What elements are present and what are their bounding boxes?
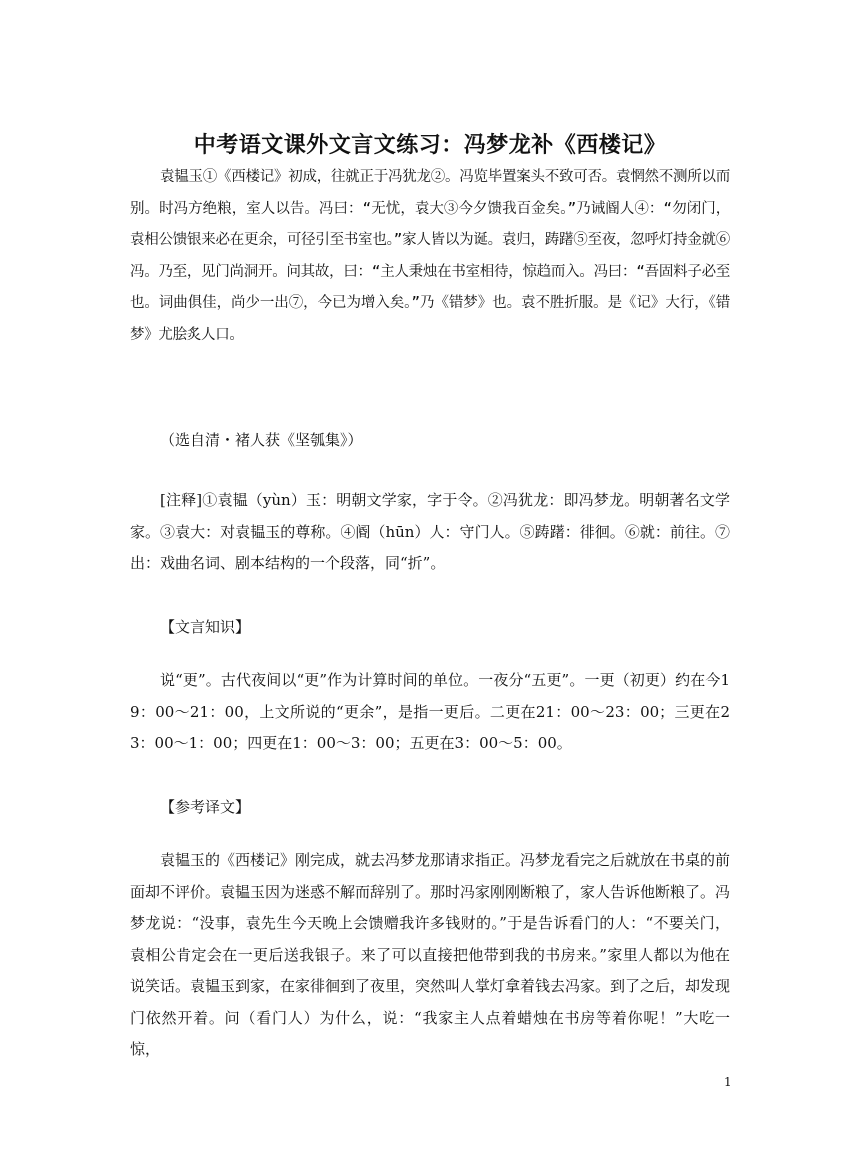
translation-text: 袁韫玉的《西楼记》刚完成，就去冯梦龙那请求指正。冯梦龙看完之后就放在书桌的前面却不评价。袁韫玉因为迷惑不解而辞别了。那时冯家刚刚断粮了，家人告诉他断粮了。冯梦龙说：“没事，袁先生今天晚上会馈赠我许多钱财的。”于是告诉看门的人：“不要关门，袁相公肯定会在一更后送我银子。来了可以直接把他带到我的书房来。”家里人都以为他在说笑话。袁韫玉到家，在家徘徊到了夜里，突然叫人掌灯拿着钱去冯家。到了之后，却发现门依然开着。问（看门人）为什么，说：“我家主人点着蜡烛在书房等着你呢！”大吃一惊， xyxy=(130,851,731,1058)
page-number: 1 xyxy=(724,1075,732,1089)
original-classical-text: 袁韫玉①《西楼记》初成，往就正于冯犹龙②。冯览毕置案头不致可否。袁惘然不测所以而别。时冯方绝粮，室人以告。冯曰：“无忧，袁大③今夕馈我百金矣。”乃诫阍人④：“勿闭门，袁相公馈银来必在更余，可径引至书室也。”家人皆以为诞。袁归，踌躇⑤至夜，忽呼灯持金就⑥冯。乃至，见门尚洞开。问其故，曰：“主人秉烛在书室相待，惊趋而入。冯曰：“吾固料子必至也。词曲俱佳，尚少一出⑦，今已为增入矣。”乃《错梦》也。袁不胜折服。是《记》大行，《错梦》尤脍炙人口。 xyxy=(130,169,730,343)
knowledge-text: 说“更”。古代夜间以“更”作为计算时间的单位。一夜分“五更”。一更（初更）约在今19：00～21：00，上文所说的“更余”，是指一更后。二更在21：00～23：00；三更在23：00～1：00；四更在1：00～3：00；五更在3：00～5：00。 xyxy=(130,671,730,752)
source-citation: （选自清・褚人获《坚瓠集》） xyxy=(160,431,363,449)
translation-heading: 【参考译文】 xyxy=(160,798,251,816)
knowledge-heading: 【文言知识】 xyxy=(160,618,251,636)
annotation-notes: [注释]①袁韫（yùn）玉：明朝文学家，字于令。②冯犹龙：即冯梦龙。明朝著名文学家。③袁大：对袁韫玉的尊称。④阍（hūn）人：守门人。⑤踌躇：徘徊。⑥就：前往。⑦出：戏曲名词、剧本结构的一个段落，同“折”。 xyxy=(130,491,730,572)
document-title: 中考语文课外文言文练习：冯梦龙补《西楼记》 xyxy=(193,133,667,158)
